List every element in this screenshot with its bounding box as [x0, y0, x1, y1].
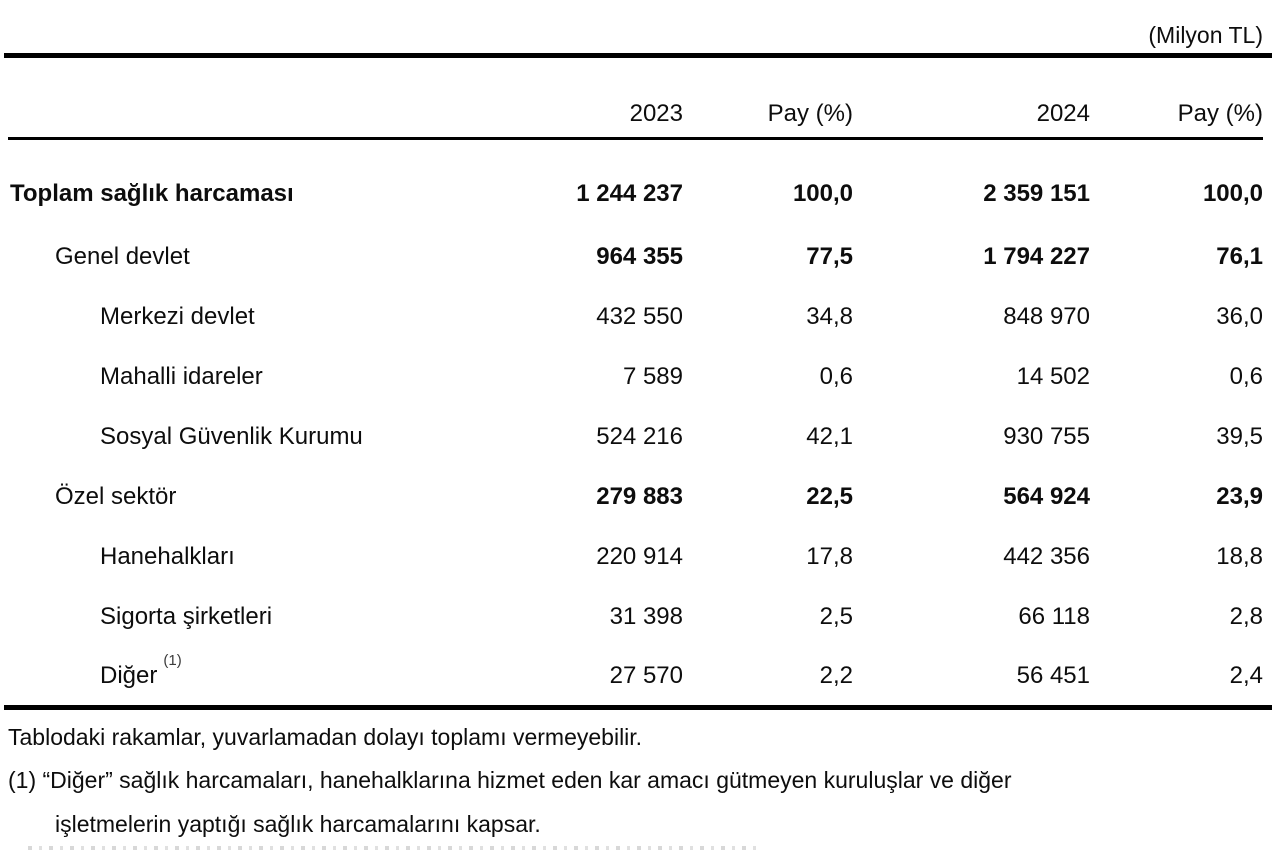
value-2023: 31 398 — [609, 602, 683, 630]
footnote-reference: (1) — [163, 652, 182, 669]
share-2023: 100,0 — [792, 180, 853, 208]
table-body — [8, 139, 1263, 705]
footnote-1-line-1: (1) “Diğer” sağlık harcamaları, hanehalklarına hizmet eden kar amacı gütmeyen kuruluşlar ve diğer — [8, 766, 1012, 793]
table-row-central-government — [8, 287, 1263, 347]
unit-label: (Milyon TL) — [1148, 22, 1263, 48]
share-2023: 0,6 — [819, 362, 853, 390]
share-2023: 2,5 — [819, 602, 853, 630]
row-label: Özel sektör — [55, 482, 177, 510]
value-2024: 848 970 — [1003, 302, 1090, 330]
row-label: Sosyal Güvenlik Kurumu — [100, 422, 363, 450]
share-2024: 18,8 — [1216, 542, 1263, 570]
rounding-note: Tablodaki rakamlar, yuvarlamadan dolayı toplamı vermeyebilir. — [8, 723, 643, 750]
share-2023: 77,5 — [806, 242, 853, 270]
row-label: Hanehalkları — [100, 542, 235, 570]
value-2024: 442 356 — [1003, 542, 1090, 570]
column-header-share-2023: Pay (%) — [683, 58, 853, 139]
share-2024: 36,0 — [1216, 302, 1263, 330]
share-2023: 17,8 — [806, 542, 853, 570]
table-row-households — [8, 527, 1263, 587]
value-2023: 279 883 — [596, 482, 683, 510]
value-2023: 27 570 — [609, 661, 683, 689]
value-2023: 524 216 — [596, 422, 683, 450]
bottom-rule — [4, 705, 1272, 710]
value-2024: 2 359 151 — [983, 180, 1090, 208]
footnote-1-line-2: işletmelerin yaptığı sağlık harcamalarını kapsar. — [55, 810, 541, 837]
table-row-total — [8, 139, 1263, 227]
share-2023: 34,8 — [806, 302, 853, 330]
value-2024: 14 502 — [1016, 362, 1090, 390]
share-2024: 23,9 — [1216, 482, 1263, 510]
table-row-social-security — [8, 407, 1263, 467]
row-label-text: Diğer — [100, 662, 158, 689]
table-row-other — [8, 647, 1263, 705]
table-row-insurance-companies — [8, 587, 1263, 647]
value-2024: 56 451 — [1016, 661, 1090, 689]
value-2024: 66 118 — [1018, 602, 1090, 630]
share-2024: 100,0 — [1202, 180, 1263, 208]
share-2024: 39,5 — [1216, 422, 1263, 450]
share-2024: 2,4 — [1229, 661, 1263, 689]
value-2024: 564 924 — [1003, 482, 1090, 510]
share-2023: 42,1 — [806, 422, 853, 450]
value-2023: 964 355 — [596, 242, 683, 270]
value-2023: 220 914 — [596, 542, 683, 570]
table-row-private-sector — [8, 467, 1263, 527]
header-row — [8, 58, 1263, 139]
column-header-share-2024: Pay (%) — [1090, 58, 1263, 139]
value-2023: 7 589 — [622, 362, 683, 390]
share-2024: 0,6 — [1229, 362, 1263, 390]
share-2024: 2,8 — [1229, 602, 1263, 630]
column-header-2024: 2024 — [853, 58, 1090, 139]
health-expenditure-table — [8, 58, 1263, 705]
table-header — [8, 58, 1263, 139]
cropped-text-remnant — [28, 846, 763, 850]
row-label: Mahalli idareler — [100, 362, 263, 390]
column-header-empty — [8, 58, 498, 139]
row-label: Genel devlet — [55, 242, 190, 270]
value-2024: 1 794 227 — [983, 242, 1090, 270]
share-2024: 76,1 — [1216, 242, 1263, 270]
table-row-general-government — [8, 227, 1263, 287]
share-2023: 2,2 — [819, 661, 853, 689]
value-2024: 930 755 — [1003, 422, 1090, 450]
row-label — [8, 647, 498, 705]
value-2023: 1 244 237 — [576, 180, 683, 208]
table-row-local-government — [8, 347, 1263, 407]
share-2023: 22,5 — [806, 482, 853, 510]
row-label: Sigorta şirketleri — [100, 602, 273, 630]
row-label: Toplam sağlık harcaması — [10, 180, 294, 208]
footnotes — [8, 723, 1263, 838]
value-2023: 432 550 — [596, 302, 683, 330]
row-label: Merkezi devlet — [100, 302, 255, 330]
column-header-2023: 2023 — [498, 58, 683, 139]
